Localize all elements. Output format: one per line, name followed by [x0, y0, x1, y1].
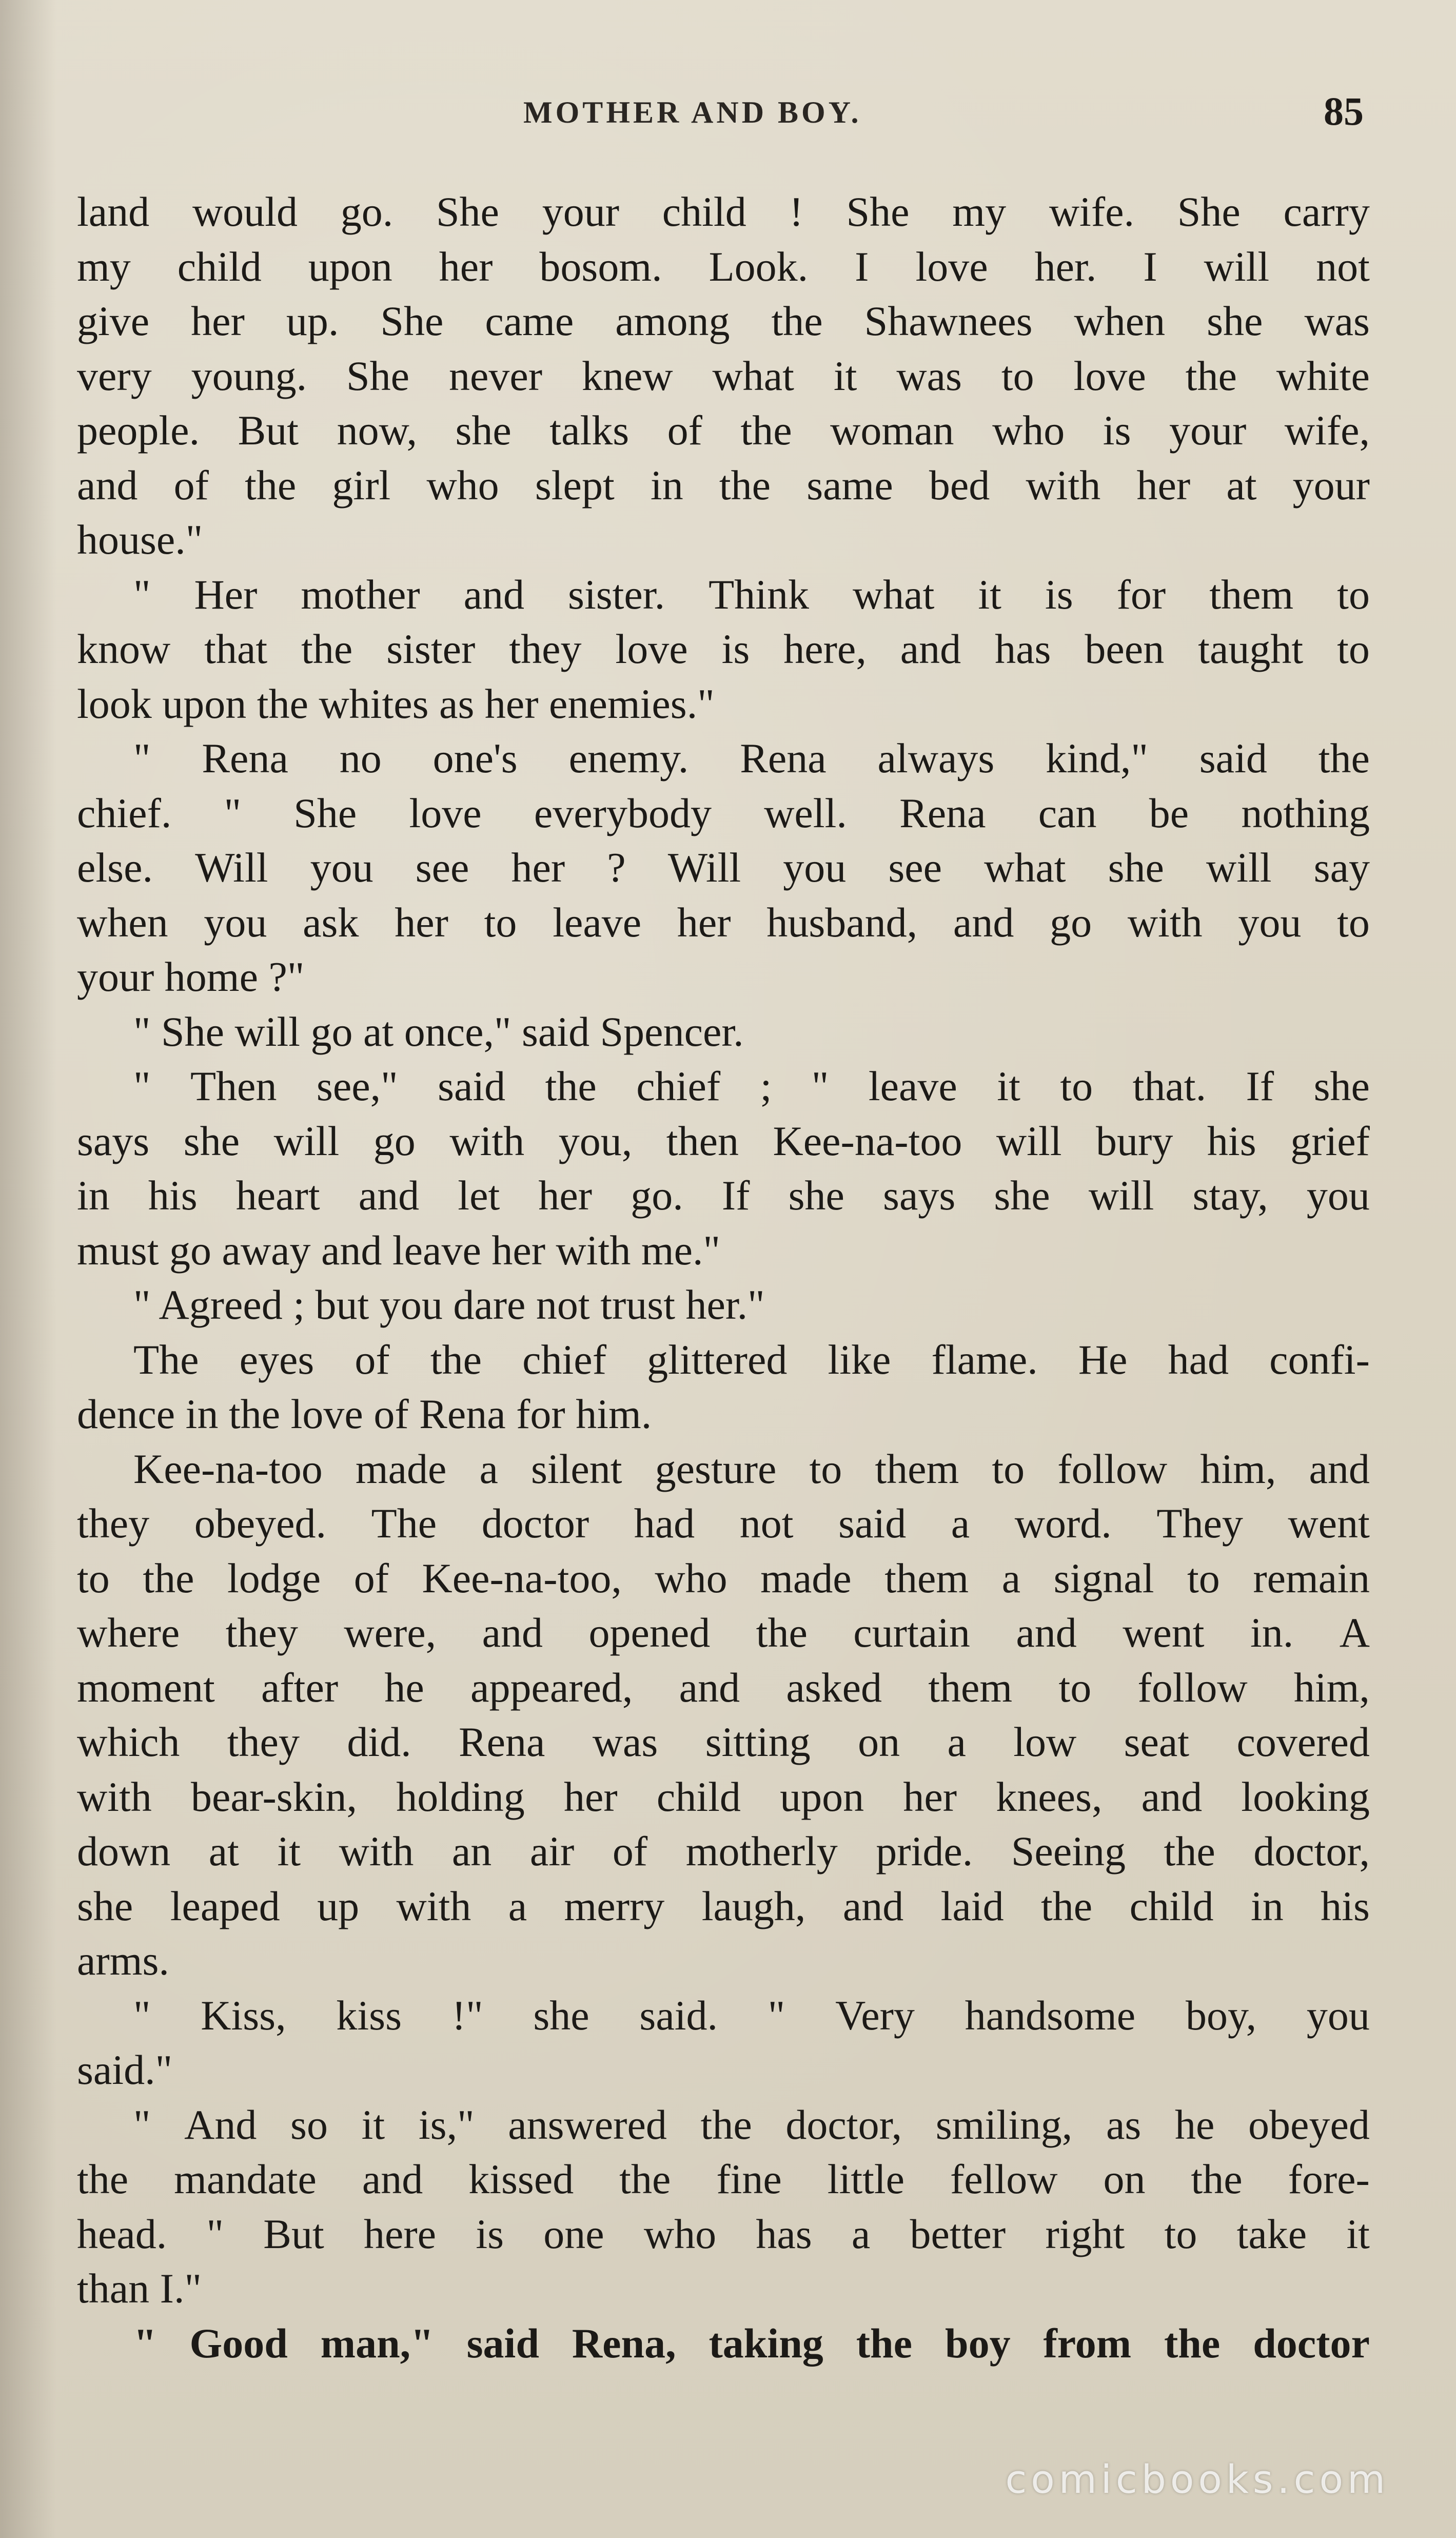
text-line: " Her mother and sister. Think what it is for them to [133, 571, 1370, 618]
text-line: she leaped up with a merry laugh, and laid the child in his [77, 1882, 1370, 1929]
text-line: " Rena no one's enemy. Rena always kind," said the [133, 735, 1370, 782]
text-line: than I." [77, 2265, 202, 2312]
text-line: " Good man," said Rena, taking the boy from the doctor [133, 2319, 1370, 2367]
text-line: " Then see," said the chief ; " leave it to that. If she [133, 1063, 1370, 1109]
text-line: which they did. Rena was sitting on a low seat covered [77, 1719, 1370, 1765]
text-line: people. But now, she talks of the woman who is your wife, [77, 407, 1370, 454]
text-line: Kee-na-too made a silent gesture to them to follow him, and [133, 1445, 1370, 1492]
text-line: look upon the whites as her enemies." [77, 680, 715, 727]
gutter-shadow [0, 0, 56, 2538]
text-line: the mandate and kissed the fine little fellow on the fore- [77, 2156, 1370, 2202]
text-line: in his heart and let her go. If she says she will stay, you [77, 1172, 1370, 1219]
text-line: arms. [77, 1937, 169, 1984]
running-head: MOTHER AND BOY. [523, 95, 862, 129]
text-line: The eyes of the chief glittered like flame. He had confi- [133, 1336, 1370, 1383]
text-line: must go away and leave her with me." [77, 1226, 720, 1274]
text-line: " She will go at once," said Spencer. [133, 1008, 744, 1055]
text-line: " Agreed ; but you dare not trust her." [133, 1281, 765, 1328]
text-line: else. Will you see her ? Will you see what she will say [77, 844, 1370, 891]
text-line: land would go. She your child ! She my wife. She carry [77, 188, 1370, 235]
page-number: 85 [1324, 89, 1364, 133]
text-line: house." [77, 516, 203, 563]
text-line: very young. She never knew what it was to love the white [77, 352, 1370, 399]
text-line: moment after he appeared, and asked them to follow him, [77, 1664, 1370, 1711]
watermark-text: comicbooks.com [1005, 2456, 1389, 2502]
text-line: know that the sister they love is here, and has been taught to [77, 626, 1370, 672]
text-line: and of the girl who slept in the same bed with her at your [77, 461, 1370, 509]
text-line: give her up. She came among the Shawnees when she was [77, 298, 1370, 344]
text-line: my child upon her bosom. Look. I love her. I will not [77, 243, 1370, 290]
text-line: says she will go with you, then Kee-na-too will bury his grief [77, 1117, 1370, 1164]
text-line: said." [77, 2046, 173, 2093]
text-line: when you ask her to leave her husband, and go with you to [77, 899, 1370, 946]
text-line: your home ?" [77, 953, 305, 1000]
text-line: " And so it is," answered the doctor, smiling, as he obeyed [133, 2101, 1370, 2148]
text-line: " Kiss, kiss !" she said. " Very handsome boy, you [133, 1992, 1370, 2039]
text-line: they obeyed. The doctor had not said a word. They went [77, 1500, 1370, 1547]
text-line: to the lodge of Kee-na-too, who made them a signal to remain [77, 1554, 1370, 1602]
body-text [77, 185, 1370, 2371]
text-line: dence in the love of Rena for him. [77, 1391, 652, 1437]
text-line: with bear-skin, holding her child upon her knees, and looking [77, 1773, 1370, 1820]
text-line: where they were, and opened the curtain and went in. A [77, 1609, 1370, 1656]
text-line: down at it with an air of motherly pride. Seeing the doctor, [77, 1828, 1370, 1875]
text-line: chief. " She love everybody well. Rena can be nothing [77, 789, 1370, 836]
text-line: head. " But here is one who has a better right to take it [77, 2210, 1370, 2257]
